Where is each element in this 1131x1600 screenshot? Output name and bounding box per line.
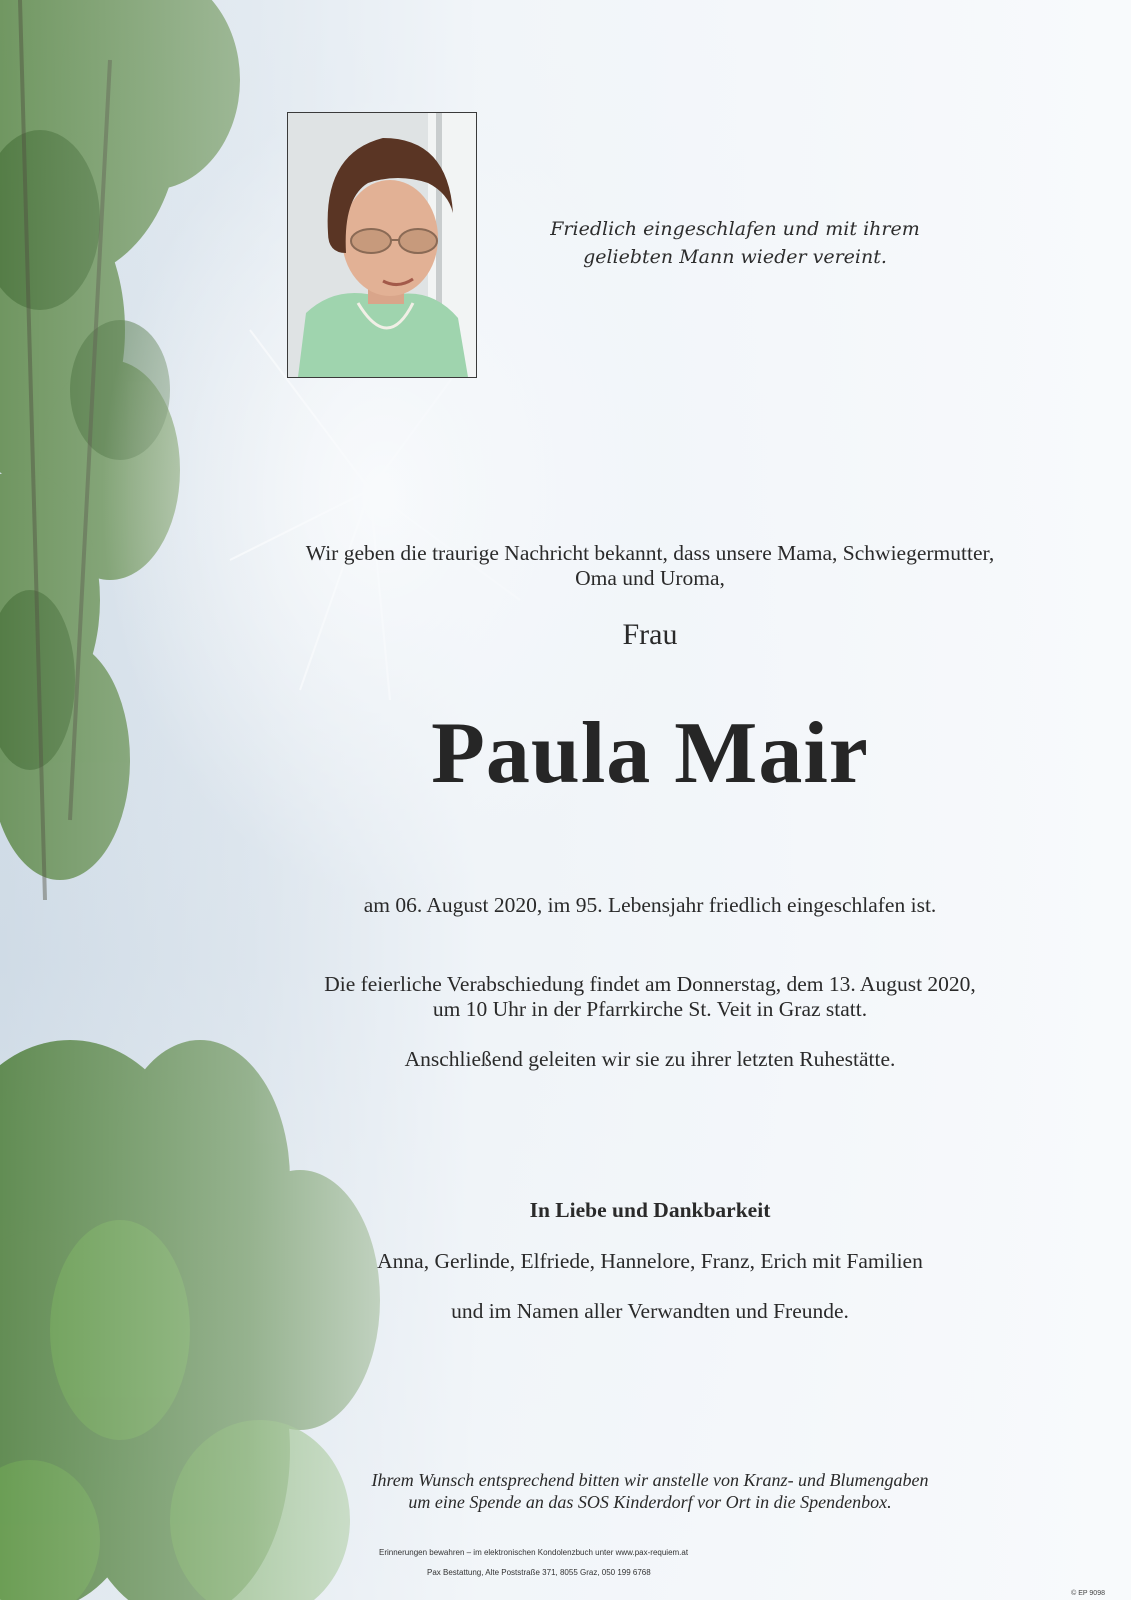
intro-line-2: Oma und Uroma, <box>575 566 725 590</box>
copyright-code: © EP 9098 <box>1071 1590 1105 1597</box>
funeral-home-address: Pax Bestattung, Alte Poststraße 371, 8055 Graz, 050 199 6768 <box>427 1568 651 1577</box>
burial-text: Anschließend geleiten wir sie zu ihrer letzten Ruhestätte. <box>404 1047 896 1071</box>
portrait-photo <box>287 112 477 378</box>
death-date-text: am 06. August 2020, im 95. Lebensjahr friedlich eingeschlafen ist. <box>363 893 937 917</box>
family-names: Anna, Gerlinde, Elfriede, Hannelore, Franz, Erich mit Familien <box>377 1249 923 1273</box>
deceased-name: Paula Mair <box>431 705 869 802</box>
ceremony-info <box>250 972 1050 1022</box>
intro-line-1: Wir geben die traurige Nachricht bekannt, dass unsere Mama, Schwiegermutter, <box>305 541 995 565</box>
wish-line-2: um eine Spende an das SOS Kinderdorf vor Ort in die Spendenbox. <box>408 1492 892 1512</box>
closing-heading: In Liebe und Dankbarkeit <box>529 1198 771 1222</box>
motto-line-1: Friedlich eingeschlafen und mit ihrem <box>550 218 920 240</box>
wish-line-1: Ihrem Wunsch entsprechend bitten wir anstelle von Kranz- und Blumengaben <box>371 1470 929 1490</box>
relatives-text: und im Namen aller Verwandten und Freunde. <box>451 1299 849 1323</box>
portrait-image <box>288 113 476 377</box>
salutation: Frau <box>622 618 678 651</box>
ceremony-line-1: Die feierliche Verabschiedung findet am Donnerstag, dem 13. August 2020, <box>324 972 976 996</box>
condolence-link-text: Erinnerungen bewahren – im elektronischen Kondolenzbuch unter www.pax-requiem.at <box>379 1548 689 1557</box>
donation-wish <box>250 1469 1050 1513</box>
motto-quote <box>520 215 950 271</box>
ceremony-line-2: um 10 Uhr in der Pfarrkirche St. Veit in Graz statt. <box>432 997 868 1021</box>
motto-line-2: geliebten Mann wieder vereint. <box>583 246 887 268</box>
announcement-intro <box>250 541 1050 591</box>
